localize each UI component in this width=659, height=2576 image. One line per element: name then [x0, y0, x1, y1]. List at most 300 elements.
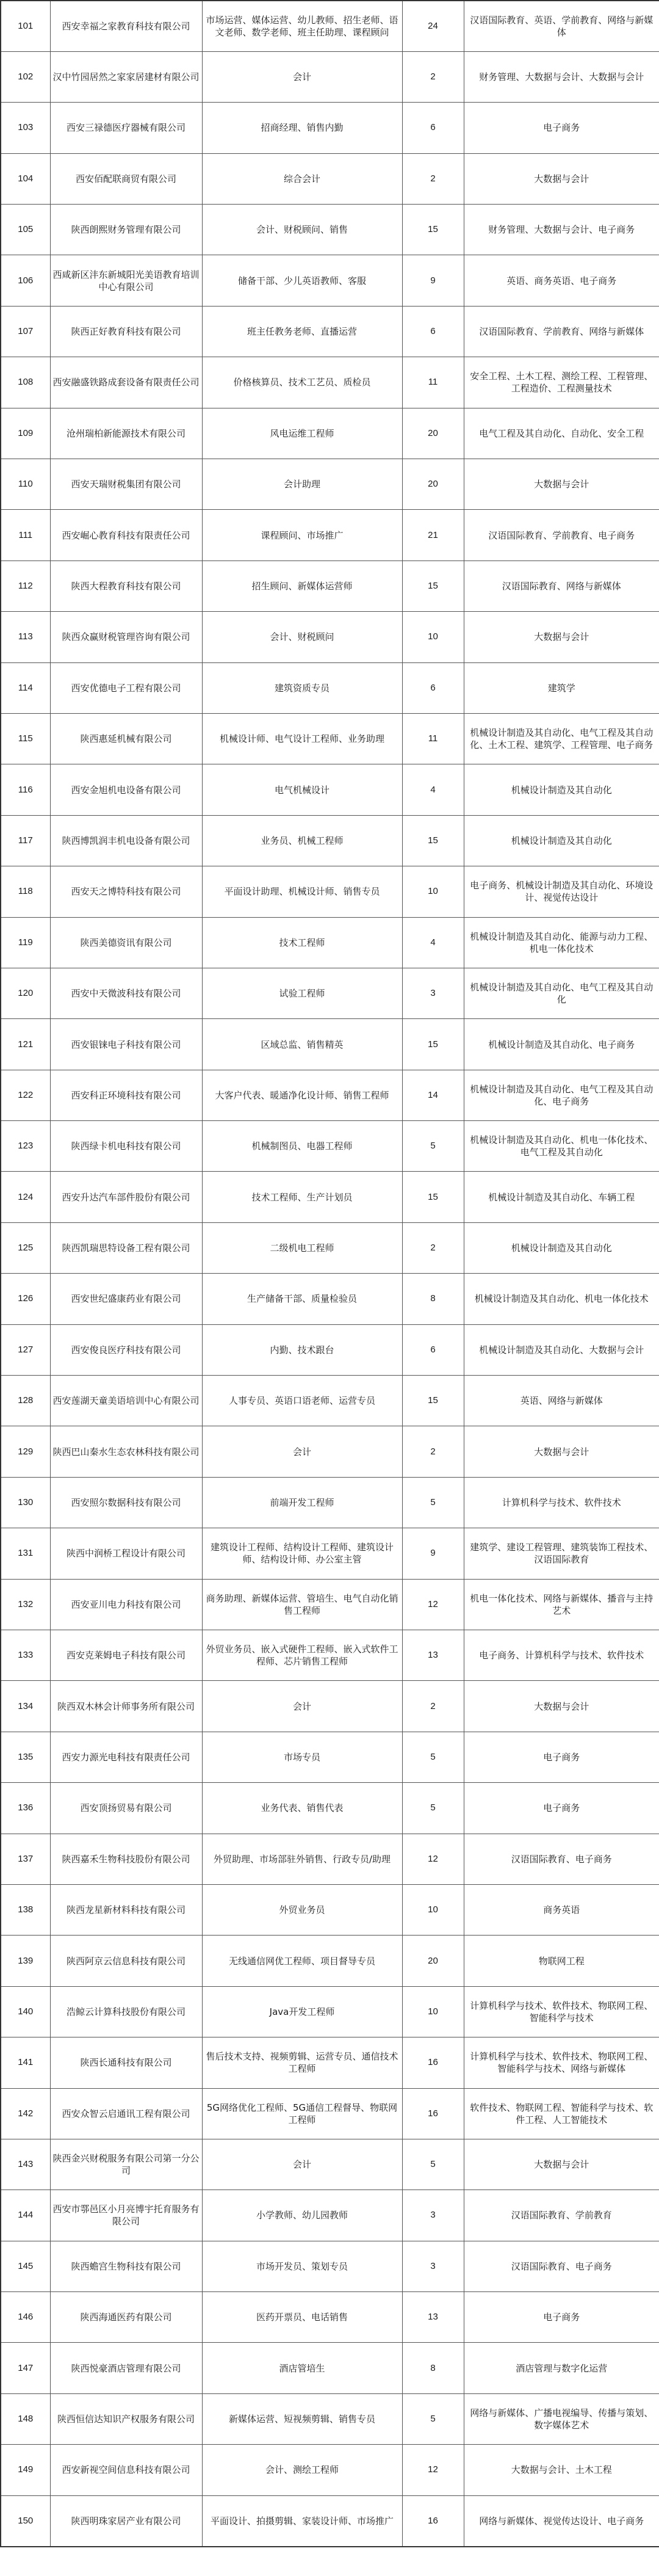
required-majors: 建筑学、建设工程管理、建筑装饰工程技术、汉语国际教育: [464, 1528, 659, 1579]
company-name: 陕西悦豪酒店管理有限公司: [50, 2343, 202, 2393]
required-majors: 电子商务: [464, 103, 659, 153]
company-name: 西安天之博特科技有限公司: [50, 866, 202, 917]
required-majors: 酒店管理与数字化运营: [464, 2343, 659, 2393]
job-positions: 平面设计、拍摄剪辑、家装设计师、市场推广: [202, 2495, 402, 2546]
job-positions: 储备干部、少儿英语教师、客服: [202, 255, 402, 306]
job-positions: 市场开发员、策划专员: [202, 2241, 402, 2291]
company-name: 陕西恒信达知识产权服务有限公司: [50, 2393, 202, 2444]
job-positions: Java开发工程师: [202, 1986, 402, 2037]
company-name: 西安科正环境科技有限公司: [50, 1070, 202, 1120]
hiring-count: 10: [402, 612, 464, 662]
table-row: [1, 1019, 659, 1070]
row-number: 121: [1, 1019, 50, 1070]
company-name: 汉中竹园居然之家家居建材有限公司: [50, 51, 202, 102]
table-row: [1, 1681, 659, 1732]
company-name: 陕西众赢财税管理咨询有限公司: [50, 612, 202, 662]
company-name: 西安银铼电子科技有限公司: [50, 1019, 202, 1070]
row-number: 108: [1, 357, 50, 408]
hiring-count: 16: [402, 2495, 464, 2546]
table-row: [1, 1630, 659, 1681]
job-positions: 前端开发工程师: [202, 1477, 402, 1528]
hiring-count: 14: [402, 1070, 464, 1120]
company-name: 西安优德电子工程有限公司: [50, 662, 202, 713]
job-positions: 电气机械设计: [202, 764, 402, 815]
table-body: [1, 1, 659, 2547]
job-positions: 外贸助理、市场部驻外销售、行政专员/助理: [202, 1834, 402, 1884]
row-number: 126: [1, 1274, 50, 1324]
row-number: 122: [1, 1070, 50, 1120]
table-row: [1, 255, 659, 306]
company-name: 西安照尔数据科技有限公司: [50, 1477, 202, 1528]
row-number: 102: [1, 51, 50, 102]
row-number: 109: [1, 408, 50, 459]
table-row: [1, 764, 659, 815]
row-number: 123: [1, 1121, 50, 1172]
required-majors: 财务管理、大数据与会计、电子商务: [464, 205, 659, 255]
job-positions: 新媒体运营、短视频剪辑、销售专员: [202, 2393, 402, 2444]
table-row: [1, 713, 659, 764]
table-row: [1, 103, 659, 153]
hiring-count: 15: [402, 1172, 464, 1222]
table-row: [1, 2393, 659, 2444]
hiring-count: 3: [402, 968, 464, 1018]
row-number: 125: [1, 1222, 50, 1273]
required-majors: 机械设计制造及其自动化、车辆工程: [464, 1172, 659, 1222]
company-name: 陕西双木林会计师事务所有限公司: [50, 1681, 202, 1732]
job-positions: 建筑设计工程师、结构设计工程师、建筑设计师、结构设计师、办公室主管: [202, 1528, 402, 1579]
table-row: [1, 662, 659, 713]
row-number: 139: [1, 1936, 50, 1986]
company-name: 陕西海通医药有限公司: [50, 2292, 202, 2343]
hiring-count: 20: [402, 459, 464, 510]
table-row: [1, 1579, 659, 1630]
row-number: 106: [1, 255, 50, 306]
row-number: 149: [1, 2445, 50, 2495]
required-majors: 大数据与会计: [464, 153, 659, 204]
hiring-count: 3: [402, 2241, 464, 2291]
table-row: [1, 153, 659, 204]
company-name: 西安融盛铁路成套设备有限责任公司: [50, 357, 202, 408]
hiring-count: 15: [402, 1019, 464, 1070]
row-number: 116: [1, 764, 50, 815]
job-positions: 市场运营、媒体运营、幼儿教师、招生老师、语文老师、数学老师、班主任助理、课程顾问: [202, 1, 402, 51]
company-name: 西安俊良医疗科技有限公司: [50, 1324, 202, 1375]
table-row: [1, 1376, 659, 1426]
required-majors: 计算机科学与技术、软件技术: [464, 1477, 659, 1528]
job-positions: 二级机电工程师: [202, 1222, 402, 1273]
required-majors: 计算机科学与技术、软件技术、物联网工程、智能科学与技术、网络与新媒体: [464, 2037, 659, 2088]
required-majors: 机械设计制造及其自动化、电气工程及其自动化、土木工程、建筑学、工程管理、电子商务: [464, 713, 659, 764]
required-majors: 大数据与会计、土木工程: [464, 2445, 659, 2495]
table-row: [1, 2190, 659, 2241]
required-majors: 汉语国际教育、学前教育、网络与新媒体: [464, 306, 659, 357]
hiring-count: 24: [402, 1, 464, 51]
job-positions: 外贸业务员、嵌入式硬件工程师、嵌入式软件工程师、芯片销售工程师: [202, 1630, 402, 1681]
row-number: 118: [1, 866, 50, 917]
hiring-count: 5: [402, 1732, 464, 1782]
hiring-count: 10: [402, 1884, 464, 1935]
hiring-count: 6: [402, 103, 464, 153]
job-positions: 机械制图员、电器工程师: [202, 1121, 402, 1172]
required-majors: 大数据与会计: [464, 459, 659, 510]
job-positions: 课程顾问、市场推广: [202, 510, 402, 561]
job-positions: 风电运维工程师: [202, 408, 402, 459]
company-name: 陕西美德资讯有限公司: [50, 917, 202, 968]
required-majors: 汉语国际教育、电子商务: [464, 2241, 659, 2291]
table-row: [1, 1274, 659, 1324]
table-row: [1, 2343, 659, 2393]
hiring-count: 4: [402, 764, 464, 815]
job-positions: 酒店管培生: [202, 2343, 402, 2393]
hiring-count: 13: [402, 1630, 464, 1681]
company-name: 陕西凯瑞思特设备工程有限公司: [50, 1222, 202, 1273]
job-positions: 会计、财税顾问: [202, 612, 402, 662]
job-positions: 技术工程师、生产计划员: [202, 1172, 402, 1222]
table-row: [1, 1222, 659, 1273]
company-name: 西安市鄠邑区小月亮博宇托育服务有限公司: [50, 2190, 202, 2241]
hiring-count: 20: [402, 1936, 464, 1986]
company-name: 陕西阿京云信息科技有限公司: [50, 1936, 202, 1986]
table-row: [1, 2037, 659, 2088]
required-majors: 计算机科学与技术、软件技术、物联网工程、智能科学与技术: [464, 1986, 659, 2037]
row-number: 132: [1, 1579, 50, 1630]
job-positions: 商务助理、新媒体运营、管培生、电气自动化销售工程师: [202, 1579, 402, 1630]
required-majors: 机械设计制造及其自动化: [464, 1222, 659, 1273]
required-majors: 英语、商务英语、电子商务: [464, 255, 659, 306]
company-name: 陕西大程教育科技有限公司: [50, 561, 202, 611]
company-name: 西安众智云启通讯工程有限公司: [50, 2088, 202, 2139]
company-name: 西安克莱姆电子科技有限公司: [50, 1630, 202, 1681]
company-name: 陕西中润桥工程设计有限公司: [50, 1528, 202, 1579]
job-positions: 医药开票员、电话销售: [202, 2292, 402, 2343]
hiring-count: 16: [402, 2037, 464, 2088]
company-name: 西安莲湖天童美语培训中心有限公司: [50, 1376, 202, 1426]
row-number: 147: [1, 2343, 50, 2393]
table-row: [1, 2241, 659, 2291]
hiring-count: 5: [402, 2139, 464, 2190]
required-majors: 电气工程及其自动化、自动化、安全工程: [464, 408, 659, 459]
hiring-count: 15: [402, 205, 464, 255]
table-row: [1, 306, 659, 357]
hiring-count: 12: [402, 1834, 464, 1884]
job-positions: 招商经理、销售内勤: [202, 103, 402, 153]
company-name: 陕西明珠家居产业有限公司: [50, 2495, 202, 2546]
job-positions: 试验工程师: [202, 968, 402, 1018]
job-positions: 班主任教务老师、直播运营: [202, 306, 402, 357]
row-number: 111: [1, 510, 50, 561]
company-name: 浩鲸云计算科技股份有限公司: [50, 1986, 202, 2037]
hiring-count: 8: [402, 2343, 464, 2393]
row-number: 119: [1, 917, 50, 968]
company-name: 西安顶扬贸易有限公司: [50, 1783, 202, 1834]
table-row: [1, 1, 659, 51]
hiring-count: 15: [402, 815, 464, 866]
job-positions: 会计: [202, 1426, 402, 1477]
required-majors: 机电一体化技术、网络与新媒体、播音与主持艺术: [464, 1579, 659, 1630]
hiring-count: 5: [402, 2393, 464, 2444]
table-row: [1, 1884, 659, 1935]
job-positions: 外贸业务员: [202, 1884, 402, 1935]
table-row: [1, 357, 659, 408]
required-majors: 网络与新媒体、视觉传达设计、电子商务: [464, 2495, 659, 2546]
company-name: 陕西金兴财税服务有限公司第一分公司: [50, 2139, 202, 2190]
row-number: 127: [1, 1324, 50, 1375]
hiring-count: 6: [402, 1324, 464, 1375]
row-number: 144: [1, 2190, 50, 2241]
row-number: 107: [1, 306, 50, 357]
required-majors: 汉语国际教育、学前教育: [464, 2190, 659, 2241]
required-majors: 电子商务: [464, 1783, 659, 1834]
company-name: 陕西蟾宫生物科技有限公司: [50, 2241, 202, 2291]
company-name: 西咸新区沣东新城阳光美语教育培训中心有限公司: [50, 255, 202, 306]
hiring-count: 16: [402, 2088, 464, 2139]
company-name: 陕西龙星新材料科技有限公司: [50, 1884, 202, 1935]
row-number: 124: [1, 1172, 50, 1222]
job-positions: 会计: [202, 1681, 402, 1732]
table-row: [1, 2139, 659, 2190]
row-number: 110: [1, 459, 50, 510]
required-majors: 汉语国际教育、网络与新媒体: [464, 561, 659, 611]
job-positions: 业务员、机械工程师: [202, 815, 402, 866]
row-number: 131: [1, 1528, 50, 1579]
row-number: 113: [1, 612, 50, 662]
row-number: 117: [1, 815, 50, 866]
row-number: 103: [1, 103, 50, 153]
row-number: 130: [1, 1477, 50, 1528]
job-positions: 价格核算员、技术工艺员、质检员: [202, 357, 402, 408]
job-positions: 平面设计助理、机械设计师、销售专员: [202, 866, 402, 917]
company-name: 西安亚川电力科技有限公司: [50, 1579, 202, 1630]
required-majors: 物联网工程: [464, 1936, 659, 1986]
row-number: 101: [1, 1, 50, 51]
hiring-count: 6: [402, 306, 464, 357]
table-row: [1, 1426, 659, 1477]
table-row: [1, 561, 659, 611]
table-row: [1, 1528, 659, 1579]
required-majors: 机械设计制造及其自动化、电气工程及其自动化: [464, 968, 659, 1018]
table-row: [1, 2088, 659, 2139]
row-number: 133: [1, 1630, 50, 1681]
table-row: [1, 459, 659, 510]
table-row: [1, 968, 659, 1018]
company-name: 陕西博凯润丰机电设备有限公司: [50, 815, 202, 866]
job-positions: 生产储备干部、质量检验员: [202, 1274, 402, 1324]
hiring-count: 9: [402, 255, 464, 306]
required-majors: 机械设计制造及其自动化、电子商务: [464, 1019, 659, 1070]
hiring-count: 15: [402, 1376, 464, 1426]
row-number: 143: [1, 2139, 50, 2190]
row-number: 137: [1, 1834, 50, 1884]
company-name: 陕西惠延机械有限公司: [50, 713, 202, 764]
table-row: [1, 1986, 659, 2037]
company-name: 沧州瑞柏新能源技术有限公司: [50, 408, 202, 459]
row-number: 141: [1, 2037, 50, 2088]
job-positions: 5G网络优化工程师、5G通信工程督导、物联网工程师: [202, 2088, 402, 2139]
hiring-count: 11: [402, 713, 464, 764]
job-positions: 小学教师、幼儿园教师: [202, 2190, 402, 2241]
hiring-count: 2: [402, 1222, 464, 1273]
hiring-count: 13: [402, 2292, 464, 2343]
required-majors: 电子商务、计算机科学与技术、软件技术: [464, 1630, 659, 1681]
job-positions: 区域总监、销售精英: [202, 1019, 402, 1070]
hiring-count: 2: [402, 153, 464, 204]
job-positions: 人事专员、英语口语老师、运营专员: [202, 1376, 402, 1426]
required-majors: 网络与新媒体、广播电视编导、传播与策划、数字媒体艺术: [464, 2393, 659, 2444]
required-majors: 机械设计制造及其自动化: [464, 764, 659, 815]
required-majors: 电子商务: [464, 2292, 659, 2343]
job-positions: 业务代表、销售代表: [202, 1783, 402, 1834]
company-name: 西安新视空间信息科技有限公司: [50, 2445, 202, 2495]
hiring-count: 5: [402, 1477, 464, 1528]
row-number: 146: [1, 2292, 50, 2343]
table-row: [1, 1324, 659, 1375]
company-name: 西安崛心教育科技有限责任公司: [50, 510, 202, 561]
required-majors: 电子商务: [464, 1732, 659, 1782]
company-name: 陕西长通科技有限公司: [50, 2037, 202, 2088]
company-name: 西安幸福之家教育科技有限公司: [50, 1, 202, 51]
job-positions: 会计: [202, 51, 402, 102]
table-row: [1, 1732, 659, 1782]
hiring-count: 8: [402, 1274, 464, 1324]
table-row: [1, 408, 659, 459]
required-majors: 建筑学: [464, 662, 659, 713]
required-majors: 机械设计制造及其自动化: [464, 815, 659, 866]
company-name: 西安佰配联商贸有限公司: [50, 153, 202, 204]
company-name: 陕西朗熙财务管理有限公司: [50, 205, 202, 255]
hiring-count: 12: [402, 1579, 464, 1630]
company-name: 西安三禄德医疗器械有限公司: [50, 103, 202, 153]
table-row: [1, 1070, 659, 1120]
table-row: [1, 1477, 659, 1528]
hiring-count: 6: [402, 662, 464, 713]
row-number: 112: [1, 561, 50, 611]
row-number: 104: [1, 153, 50, 204]
required-majors: 机械设计制造及其自动化、机电一体化技术: [464, 1274, 659, 1324]
hiring-count: 20: [402, 408, 464, 459]
row-number: 128: [1, 1376, 50, 1426]
hiring-count: 12: [402, 2445, 464, 2495]
row-number: 138: [1, 1884, 50, 1935]
hiring-count: 4: [402, 917, 464, 968]
job-positions: 技术工程师: [202, 917, 402, 968]
table-row: [1, 1121, 659, 1172]
company-name: 陕西绿卡机电科技有限公司: [50, 1121, 202, 1172]
job-positions: 会计、测绘工程师: [202, 2445, 402, 2495]
row-number: 129: [1, 1426, 50, 1477]
job-positions: 大客户代表、暖通净化设计师、销售工程师: [202, 1070, 402, 1120]
job-positions: 建筑资质专员: [202, 662, 402, 713]
required-majors: 机械设计制造及其自动化、大数据与会计: [464, 1324, 659, 1375]
job-positions: 综合会计: [202, 153, 402, 204]
required-majors: 大数据与会计: [464, 2139, 659, 2190]
table-row: [1, 612, 659, 662]
hiring-count: 9: [402, 1528, 464, 1579]
required-majors: 机械设计制造及其自动化、机电一体化技术、电气工程及其自动化: [464, 1121, 659, 1172]
required-majors: 财务管理、大数据与会计、大数据与会计: [464, 51, 659, 102]
required-majors: 安全工程、土木工程、测绘工程、工程管理、工程造价、工程测量技术: [464, 357, 659, 408]
required-majors: 大数据与会计: [464, 1681, 659, 1732]
company-name: 西安金旭机电设备有限公司: [50, 764, 202, 815]
table-row: [1, 2292, 659, 2343]
row-number: 114: [1, 662, 50, 713]
table-row: [1, 205, 659, 255]
job-positions: 市场专员: [202, 1732, 402, 1782]
hiring-count: 2: [402, 1426, 464, 1477]
company-name: 西安天瑞财税集团有限公司: [50, 459, 202, 510]
hiring-count: 15: [402, 561, 464, 611]
required-majors: 汉语国际教育、电子商务: [464, 1834, 659, 1884]
company-name: 西安世纪盛康药业有限公司: [50, 1274, 202, 1324]
hiring-count: 2: [402, 1681, 464, 1732]
row-number: 140: [1, 1986, 50, 2037]
required-majors: 大数据与会计: [464, 1426, 659, 1477]
required-majors: 汉语国际教育、学前教育、电子商务: [464, 510, 659, 561]
row-number: 135: [1, 1732, 50, 1782]
company-name: 西安力源光电科技有限责任公司: [50, 1732, 202, 1782]
required-majors: 软件技术、物联网工程、智能科学与技术、软件工程、人工智能技术: [464, 2088, 659, 2139]
table-row: [1, 2445, 659, 2495]
row-number: 105: [1, 205, 50, 255]
required-majors: 机械设计制造及其自动化、能源与动力工程、机电一体化技术: [464, 917, 659, 968]
hiring-count: 5: [402, 1121, 464, 1172]
table-row: [1, 2495, 659, 2546]
job-positions: 会计助理: [202, 459, 402, 510]
required-majors: 商务英语: [464, 1884, 659, 1935]
row-number: 148: [1, 2393, 50, 2444]
table-row: [1, 510, 659, 561]
job-positions: 会计、财税顾问、销售: [202, 205, 402, 255]
row-number: 115: [1, 713, 50, 764]
hiring-count: 10: [402, 866, 464, 917]
company-name: 陕西嘉禾生物科技股份有限公司: [50, 1834, 202, 1884]
table-row: [1, 1172, 659, 1222]
company-name: 西安升达汽车部件股份有限公司: [50, 1172, 202, 1222]
job-positions: 售后技术支持、视频剪辑、运营专员、通信技术工程师: [202, 2037, 402, 2088]
job-positions: 招生顾问、新媒体运营师: [202, 561, 402, 611]
row-number: 150: [1, 2495, 50, 2546]
row-number: 120: [1, 968, 50, 1018]
table-row: [1, 866, 659, 917]
company-name: 西安中天微波科技有限公司: [50, 968, 202, 1018]
required-majors: 电子商务、机械设计制造及其自动化、环境设计、视觉传达设计: [464, 866, 659, 917]
job-positions: 机械设计师、电气设计工程师、业务助理: [202, 713, 402, 764]
row-number: 145: [1, 2241, 50, 2291]
required-majors: 汉语国际教育、英语、学前教育、网络与新媒体: [464, 1, 659, 51]
table-row: [1, 1834, 659, 1884]
hiring-count: 11: [402, 357, 464, 408]
company-name: 陕西正好教育科技有限公司: [50, 306, 202, 357]
row-number: 142: [1, 2088, 50, 2139]
hiring-count: 5: [402, 1783, 464, 1834]
required-majors: 大数据与会计: [464, 612, 659, 662]
hiring-count: 21: [402, 510, 464, 561]
required-majors: 英语、网络与新媒体: [464, 1376, 659, 1426]
required-majors: 机械设计制造及其自动化、电气工程及其自动化、电子商务: [464, 1070, 659, 1120]
hiring-count: 10: [402, 1986, 464, 2037]
row-number: 136: [1, 1783, 50, 1834]
table-row: [1, 1783, 659, 1834]
table-row: [1, 1936, 659, 1986]
hiring-count: 3: [402, 2190, 464, 2241]
company-name: 陕西巴山秦水生态农林科技有限公司: [50, 1426, 202, 1477]
job-positions: 无线通信网优工程师、项目督导专员: [202, 1936, 402, 1986]
hiring-count: 2: [402, 51, 464, 102]
job-positions: 内勤、技术跟台: [202, 1324, 402, 1375]
table-row: [1, 917, 659, 968]
row-number: 134: [1, 1681, 50, 1732]
table-row: [1, 815, 659, 866]
table-row: [1, 51, 659, 102]
